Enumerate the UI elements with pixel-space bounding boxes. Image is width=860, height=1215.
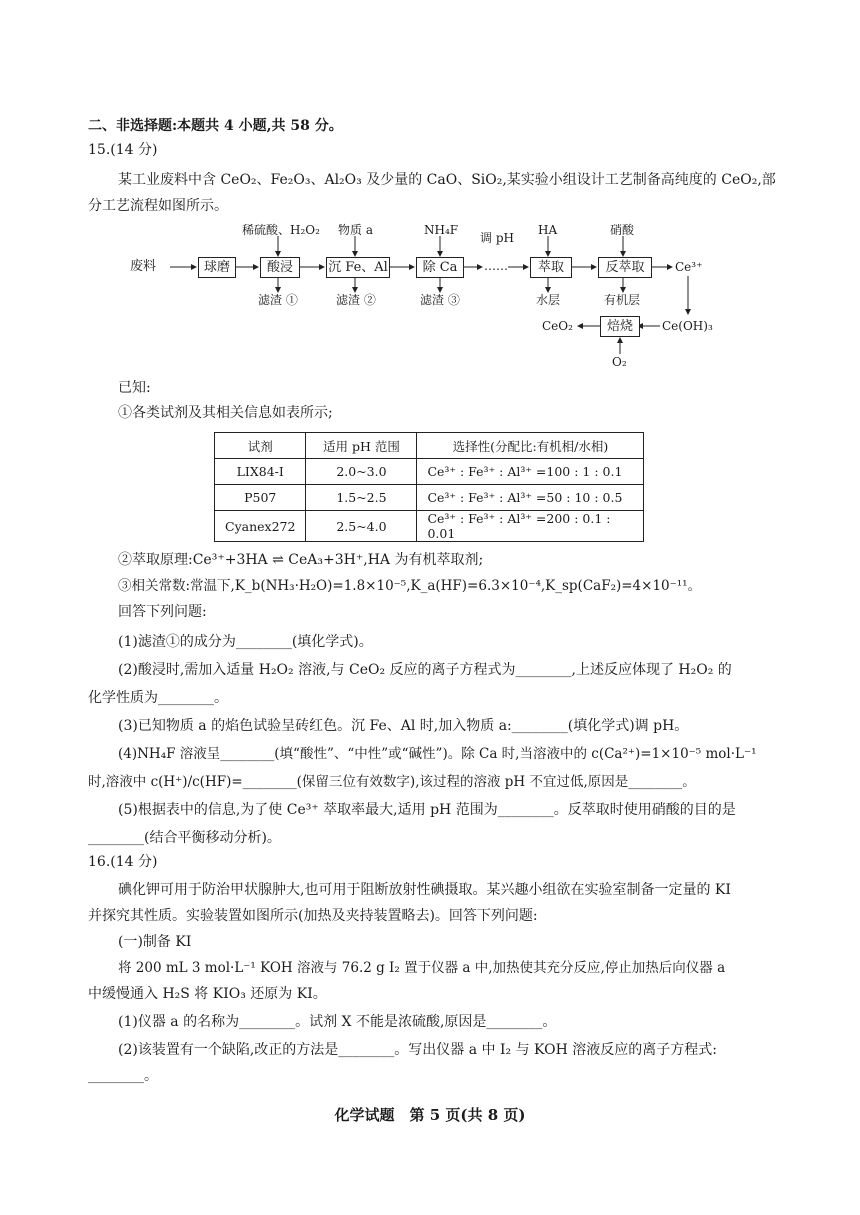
- q16-subsection: (一)制备 KI: [118, 934, 192, 950]
- question-16-header: 16.(14 分): [88, 854, 158, 870]
- page-footer: 化学试题 第 5 页(共 8 页): [334, 1106, 526, 1124]
- q16-intro-line-1: 碘化钾可用于防治甲状腺肿大,也可用于阻断放射性碘摄取。某兴趣小组欲在实验室制备一定量的 KI: [118, 882, 731, 898]
- answer-prompt: 回答下列问题:: [118, 604, 207, 620]
- flow-output-residue-1: 滤渣 ①: [258, 293, 298, 307]
- q15-part-4a: (4)NH₄F 溶液呈________(填“酸性”、“中性”或“碱性”)。除 Ca 时,当溶液中的 c(Ca²⁺)=1×10⁻⁵ mol·L⁻¹: [118, 746, 757, 762]
- q15-intro-line-1: 某工业废料中含 CeO₂、Fe₂O₃、Al₂O₃ 及少量的 CaO、SiO₂,某实验小组设计工艺制备高纯度的 CeO₂,部: [118, 172, 776, 188]
- q15-part-5b: ________(结合平衡移动分析)。: [88, 830, 281, 846]
- table-cell: Ce³⁺ : Fe³⁺ : Al³⁺ =50 : 10 : 0.5: [417, 485, 644, 511]
- table-cell: 2.5~4.0: [306, 511, 417, 542]
- flow-step-back-extraction: 反萃取: [598, 257, 652, 278]
- q16-part-2a: (2)该装置有一个缺陷,改正的方法是________。写出仪器 a 中 I₂ 与 KOH 溶液反应的离子方程式:: [118, 1042, 717, 1058]
- q15-part-1: (1)滤渣①的成分为________(填化学式)。: [118, 634, 373, 650]
- flow-output-residue-2: 滤渣 ②: [336, 293, 376, 307]
- known-label: 已知:: [118, 380, 151, 396]
- flow-reagent-substance-a: 物质 a: [338, 223, 373, 237]
- reagent-table: [214, 432, 644, 542]
- flow-step-precipitate-fe-al: 沉 Fe、Al: [326, 257, 390, 278]
- table-cell: Ce³⁺ : Fe³⁺ : Al³⁺ =100 : 1 : 0.1: [417, 459, 644, 485]
- flow-reagent-nitric-acid: 硝酸: [610, 223, 635, 237]
- flow-ceo2-product: CeO₂: [542, 319, 573, 333]
- table-cell: P507: [215, 485, 306, 511]
- question-15-header: 15.(14 分): [88, 142, 158, 158]
- flow-step-extraction: 萃取: [530, 257, 572, 278]
- flow-output-residue-3: 滤渣 ③: [420, 293, 460, 307]
- flow-reagent-nh4f: NH₄F: [424, 223, 459, 237]
- flow-step-ball-milling: 球磨: [198, 257, 236, 278]
- section-title: 二、非选择题:本题共 4 小题,共 58 分。: [88, 118, 343, 134]
- known-2: ②萃取原理:Ce³⁺+3HA ⇌ CeA₃+3H⁺,HA 为有机萃取剂;: [118, 552, 484, 568]
- flow-output-organic-layer: 有机层: [604, 293, 641, 307]
- flow-output-aqueous-layer: 水层: [536, 293, 561, 307]
- table-row: [215, 485, 644, 511]
- flow-ellipsis: ……: [484, 259, 508, 273]
- table-row: [215, 511, 644, 542]
- flow-adjust-ph: 调 pH: [480, 231, 514, 245]
- table-row: [215, 459, 644, 485]
- q16-text-2: 中缓慢通入 H₂S 将 KIO₃ 还原为 KI。: [88, 986, 327, 1002]
- table-header-selectivity: 选择性(分配比:有机相/水相): [417, 433, 644, 459]
- table-cell: Cyanex272: [215, 511, 306, 542]
- table-header-ph-range: 适用 pH 范围: [306, 433, 417, 459]
- q15-intro-line-2: 分工艺流程如图所示。: [88, 198, 228, 214]
- known-3: ③相关常数:常温下,K_b(NH₃·H₂O)=1.8×10⁻⁵,K_a(HF)=6.3×10⁻⁴,K_sp(CaF₂)=4×10⁻¹¹。: [118, 578, 702, 594]
- flow-step-remove-ca: 除 Ca: [416, 257, 464, 278]
- q15-part-5a: (5)根据表中的信息,为了使 Ce³⁺ 萃取率最大,适用 pH 范围为________。反萃取时使用硝酸的目的是: [118, 802, 736, 818]
- q16-part-1: (1)仪器 a 的名称为________。试剂 X 不能是浓硫酸,原因是________。: [118, 1014, 557, 1030]
- flow-step-acid-leaching: 酸浸: [260, 257, 300, 278]
- flow-reagent-acid-h2o2: 稀硫酸、H₂O₂: [242, 223, 320, 237]
- q15-part-4b: 时,溶液中 c(H⁺)/c(HF)=________(保留三位有效数字),该过程的溶液 pH 不宜过低,原因是________。: [88, 774, 696, 790]
- q15-part-3: (3)已知物质 a 的焰色试验呈砖红色。沉 Fe、Al 时,加入物质 a:________(填化学式)调 pH。: [118, 718, 689, 734]
- table-cell: LIX84-I: [215, 459, 306, 485]
- flow-reagent-o2: O₂: [612, 355, 627, 369]
- flow-start-waste: 废料: [130, 259, 157, 274]
- table-cell: 2.0~3.0: [306, 459, 417, 485]
- flow-ce3-ion: Ce³⁺: [675, 260, 703, 274]
- flow-step-roasting: 焙烧: [600, 316, 640, 337]
- known-1: ①各类试剂及其相关信息如表所示;: [118, 405, 333, 421]
- reagent-table-header-row: [215, 433, 644, 459]
- q15-part-2a: (2)酸浸时,需加入适量 H₂O₂ 溶液,与 CeO₂ 反应的离子方程式为________,上述反应体现了 H₂O₂ 的: [118, 662, 732, 678]
- flow-reagent-ha: HA: [538, 223, 558, 237]
- q15-part-2b: 化学性质为________。: [88, 690, 228, 706]
- table-cell: Ce³⁺ : Fe³⁺ : Al³⁺ =200 : 0.1 : 0.01: [417, 511, 644, 542]
- process-flow-diagram: [130, 222, 730, 372]
- q16-intro-line-2: 并探究其性质。实验装置如图所示(加热及夹持装置略去)。回答下列问题:: [88, 908, 538, 924]
- table-cell: 1.5~2.5: [306, 485, 417, 511]
- table-header-reagent: 试剂: [215, 433, 306, 459]
- flow-ce-oh-3: Ce(OH)₃: [662, 319, 713, 333]
- q16-part-2b: ________。: [88, 1068, 158, 1084]
- q16-text-1: 将 200 mL 3 mol·L⁻¹ KOH 溶液与 76.2 g I₂ 置于仪器 a 中,加热使其充分反应,停止加热后向仪器 a: [118, 960, 726, 976]
